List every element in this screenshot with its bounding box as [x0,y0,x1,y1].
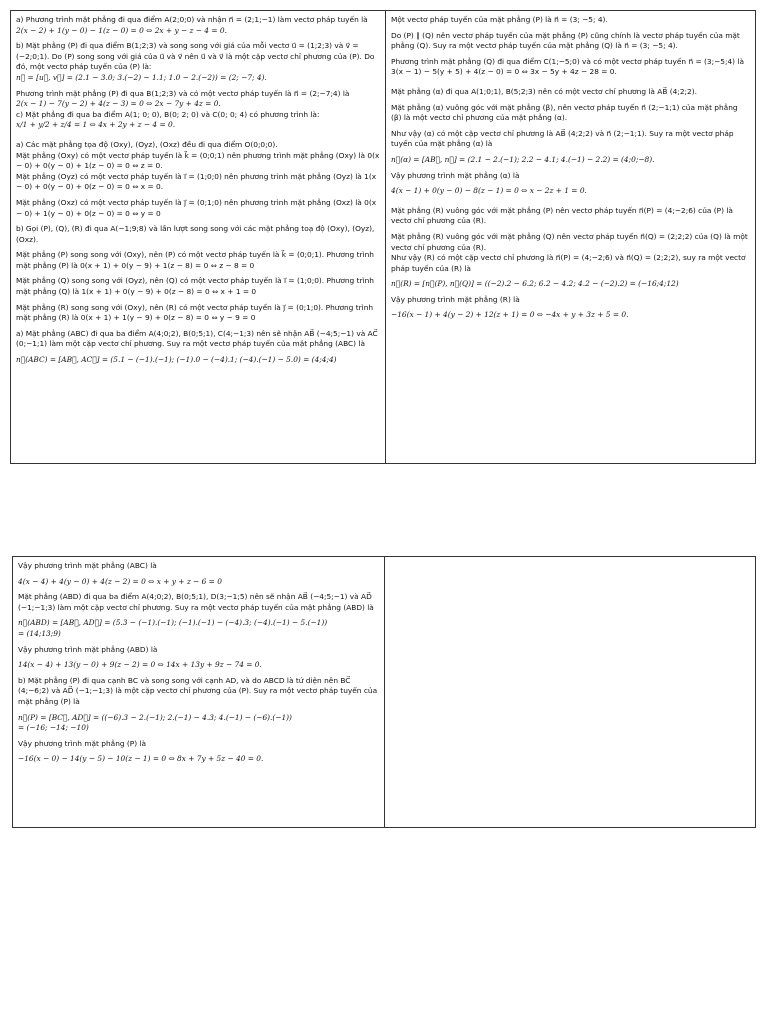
text-line: Mặt phẳng (P) song song với (Oxy), nên (P) có một vectơ pháp tuyến là k⃗ = (0;0;1). Phương trình mặt phẳng (P) là 0(x + 1) + 0(y − 9) + 1(z − 8) = 0 ⇔ z − 8 = 0 [16,250,374,270]
equation-line: −16(x − 1) + 4(y − 2) + 12(z + 1) = 0 ⇔ −4x + y + 3z + 5 = 0. [391,310,629,320]
text-line: Mặt phẳng (R) vuông góc với mặt phẳng (P) nên vectơ pháp tuyến n⃗(P) = (4;−2;6) của (P) là vectơ chỉ phương của (R). [391,205,733,226]
text-line: Như vậy (α) có một cặp vectơ chỉ phương là AB⃗ (4;2;2) và n⃗ (2;−1;1). Suy ra một vectơ pháp tuyến của mặt phẳng (α) là [391,128,734,149]
text-line: Mặt phẳng (Oyz) có một vectơ pháp tuyến là i⃗ = (1;0;0) nên phương trình mặt phẳng (Oyz) là 1(x − 0) + 0(y − 0) + 0(z − 0) = 0 ⇔ x = 0. [16,171,377,192]
equation-line: n⃗(P) = [BC⃗, AD⃗] = ((−6).3 − 2.(−1); 2.(−1) − 4.3; 4.(−1) − (−6).(−1)) [18,712,292,722]
text-line: a) Mặt phẳng (ABC) đi qua ba điểm A(4;0;2), B(0;5;1), C(4;−1;3) nên sẽ nhận AB⃗ (−4;5;−1) và AC⃗ (0;−1;1) làm một cặp vectơ chỉ phương. Suy ra một vectơ pháp tuyến của mặt phẳng (ABC) là [16,328,378,349]
text-line: b) Gọi (P), (Q), (R) đi qua A(−1;9;8) và lần lượt song song với các mặt phẳng toạ độ (Oxy), (Oyz), (Oxz). [16,224,375,244]
text-line: Mặt phẳng (Q) song song với (Oyz), nên (Q) có một vectơ pháp tuyến là i⃗ = (1;0;0). Phương trình mặt phẳng (Q) là 1(x + 1) + 0(y − 9) + 0(z − 8) = 0 ⇔ x + 1 = 0 [16,276,374,297]
text-line: Phương trình mặt phẳng (Q) đi qua điểm C(1;−5;0) và có một vectơ pháp tuyến n⃗ = (3;−5;4) là 3(x − 1) − 5(y + 5) + 4(z − 0) = 0 ⇔ 3x − 5y + 4z − 28 = 0. [391,56,745,77]
text-line: a) Phương trình mặt phẳng đi qua điểm A(2;0;0) và nhận n⃗ = (2;1;−1) làm vectơ pháp tuyến là [16,15,368,24]
equation-line: n⃗(ABC) = [AB⃗, AC⃗] = (5.1 − (−1).(−1); (−1).0 − (−4).1; (−4).(−1) − 5.0) = (4;4;4) [16,355,337,365]
text-line: Mặt phẳng (R) vuông góc với mặt phẳng (Q) nên vectơ pháp tuyến n⃗(Q) = (2;2;2) của (Q) là một vectơ chỉ phương của (R). [391,231,748,252]
equation-line: n⃗ = [u⃗, v⃗] = (2.1 − 3.0; 3.(−2) − 1.1; 1.0 − 2.(−2)) = (2; −7; 4). [16,72,267,82]
text-line: b) Mặt phẳng (P) đi qua điểm B(1;2;3) và song song với giá của mỗi vectơ u⃗ = (1;2;3) và v⃗ = (−2;0;1). Do (P) song song với giá của u⃗ và v⃗ nên u⃗ và v⃗ là một cặp vectơ chỉ phương của (P). Do đó, một vectơ pháp tuyến của (P) là: [16,41,375,72]
equation-line: = (14;13;9) [18,628,61,638]
text-line: b) Mặt phẳng (P) đi qua cạnh BC và song song với cạnh AD, và do ABCD là tứ diện nên BC⃗ (4;−6;2) và AD⃗ (−1;−1;3) là một cặp vectơ chỉ phương của (P). Suy ra một vectơ pháp tuyến của mặt phẳng (P) là [18,675,378,706]
text-line: Mặt phẳng (α) vuông góc với mặt phẳng (β), nên vectơ pháp tuyến n⃗ (2;−1;1) của mặt phẳng (β) là một vectơ chỉ phương của mặt phẳng (α). [391,102,738,123]
equation-line: x/1 + y/2 + z/4 = 1 ⇔ 4x + 2y + z − 4 = 0. [16,120,176,130]
equation-line: n⃗(R) = [n⃗(P), n⃗(Q)] = ((−2).2 − 6.2; 6.2 − 4.2; 4.2 − (−2).2) = (−16;4;12) [391,279,679,289]
text-line: Mặt phẳng (ABD) đi qua ba điểm A(4;0;2), B(0;5;1), D(3;−1;5) nên sẽ nhận AB⃗ (−4;5;−1) và AD⃗ (−1;−1;3) làm một cặp vectơ chỉ phương. Suy ra một vectơ pháp tuyến của mặt phẳng (ABD) là [18,592,374,612]
text-line: Vậy phương trình mặt phẳng (ABD) là [18,644,158,654]
equation-line: 14(x − 4) + 13(y − 0) + 9(z − 2) = 0 ⇔ 14x + 13y + 9z − 74 = 0. [18,660,262,670]
text-line: c) Mặt phẳng đi qua ba điểm A(1; 0; 0), B(0; 2; 0) và C(0; 0; 4) có phương trình là: [16,109,320,119]
equation-line: n⃗(α) = [AB⃗, n⃗] = (2.1 − 2.(−1); 2.2 − 4.1; 4.(−1) − 2.2) = (4;0;−8). [391,154,655,164]
text-line: Mặt phẳng (α) đi qua A(1;0;1), B(5;2;3) nên có một vectơ chỉ phương là AB⃗ (4;2;2). [391,86,697,96]
text-line: Vậy phương trình mặt phẳng (P) là [18,738,147,748]
equation-line: n⃗(ABD) = [AB⃗, AD⃗] = (5.3 − (−1).(−1); (−1).(−1) − (−4).3; (−4).(−1) − 5.(−1)) [18,618,328,628]
text-line: Vậy phương trình mặt phẳng (ABC) là [18,561,157,570]
equation-line: = (−16; −14; −10) [18,723,89,733]
text-line: Như vậy (R) có một cặp vectơ chỉ phương là n⃗(P) = (4;−2;6) và n⃗(Q) = (2;2;2), suy ra một vectơ pháp tuyến của (R) là [391,253,746,273]
bottom-right-column-empty [385,557,755,827]
text-line: a) Các mặt phẳng tọa độ (Oxy), (Oyz), (Oxz) đều đi qua điểm O(0;0;0). [16,139,278,149]
text-line: Mặt phẳng (Oxy) có một vectơ pháp tuyến là k⃗ = (0;0;1) nên phương trình mặt phẳng (Oxy) là 0(x − 0) + 0(y − 0) + 1(z − 0) = 0 ⇔ z = 0. [16,150,380,171]
top-right-column [386,11,755,463]
worksheet-bottom [12,556,756,828]
equation-line: 4(x − 1) + 0(y − 0) − 8(z − 1) = 0 ⇔ x − 2z + 1 = 0. [391,186,587,196]
text-line: Do (P) ∥ (Q) nên vectơ pháp tuyến của mặt phẳng (P) cũng chính là vectơ pháp tuyến của mặt phẳng (Q). Suy ra một vectơ pháp tuyến của mặt phẳng (Q) là n⃗ = (3; −5; 4). [391,30,740,51]
bottom-left-column [13,557,385,827]
equation-line: −16(x − 0) − 14(y − 5) − 10(z − 1) = 0 ⇔ 8x + 7y + 5z − 40 = 0. [18,754,264,764]
equation-line: 2(x − 1) − 7(y − 2) + 4(z − 3) = 0 ⇔ 2x − 7y + 4z = 0. [16,99,221,109]
text-line: Một vectơ pháp tuyến của mặt phẳng (P) là n⃗ = (3; −5; 4). [391,15,608,24]
text-line: Mặt phẳng (Oxz) có một vectơ pháp tuyến là j⃗ = (0;1;0) nên phương trình mặt phẳng (Oxz) là 0(x − 0) + 1(y − 0) + 0(z − 0) = 0 ⇔ y = 0 [16,197,377,218]
top-left-column [11,11,386,463]
equation-line: 4(x − 4) + 4(y − 0) + 4(z − 2) = 0 ⇔ x + y + z − 6 = 0 [18,576,222,586]
worksheet-top [10,10,756,464]
equation-line: 2(x − 2) + 1(y − 0) − 1(z − 0) = 0 ⇔ 2x + y − z − 4 = 0. [16,25,227,35]
text-line: Vậy phương trình mặt phẳng (α) là [391,170,520,180]
text-line: Vậy phương trình mặt phẳng (R) là [391,294,520,304]
text-line: Phương trình mặt phẳng (P) đi qua B(1;2;3) và có một vectơ pháp tuyến là n⃗ = (2;−7;4) là [16,88,350,98]
text-line: Mặt phẳng (R) song song với (Oxy), nên (R) có một vectơ pháp tuyến là j⃗ = (0;1;0). Phương trình mặt phẳng (R) là 0(x + 1) + 1(y − 9) + 0(z − 8) = 0 ⇔ y − 9 = 0 [16,302,374,323]
